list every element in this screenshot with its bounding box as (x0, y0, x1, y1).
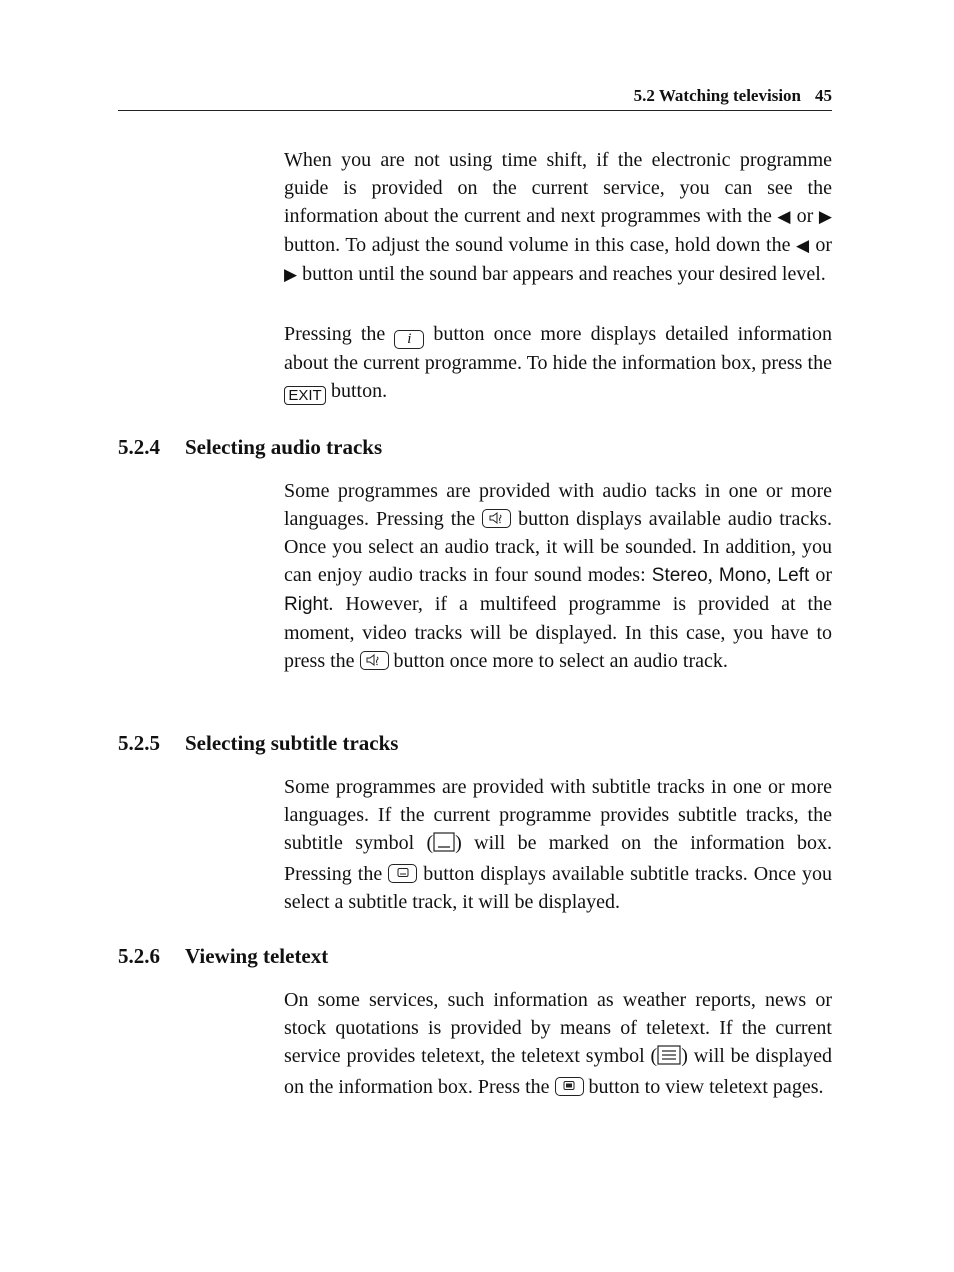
text: ) will be marked on the information box. Pressing the (284, 832, 832, 885)
sound-mode-mono: Mono (718, 565, 767, 586)
text: button until the sound bar appears and reaches your desired level. (297, 263, 826, 285)
text: or (809, 234, 832, 256)
exit-button-icon: EXIT (284, 386, 326, 405)
text: button once more displays detailed information about the current programme. To hide the information box, press the (284, 323, 832, 374)
text: ) will be displayed on the information box. Press the (284, 1045, 832, 1098)
left-arrow-icon: ◀ (796, 236, 810, 256)
paragraph-time-shift (284, 146, 832, 289)
header-section-title: 5.2 Watching television (633, 86, 801, 105)
section-heading-subtitle (118, 729, 398, 757)
section-number: 5.2.4 (118, 435, 160, 459)
text: Pressing the (284, 323, 395, 345)
text: On some services, such information as weather reports, news or stock quotations is provided by means of teletext. If the current service provides teletext, the teletext symbol ( (284, 989, 832, 1067)
text: or (809, 564, 833, 586)
paragraph-subtitle-tracks (284, 773, 832, 916)
teletext-button-icon (555, 1077, 584, 1096)
text: button to view teletext pages. (583, 1076, 824, 1098)
text: button displays available subtitle tracks. Once you select a subtitle track, it will be displayed. (284, 863, 833, 913)
sound-mode-stereo: Stereo (651, 565, 708, 586)
right-arrow-icon: ▶ (818, 207, 832, 227)
text: . However, if a multifeed programme is provided at the moment, video tracks will be displayed. In this case, you have to press the (284, 593, 832, 672)
paragraph-info-button (284, 320, 832, 405)
audio-button-icon (482, 509, 511, 528)
subtitle-symbol-icon (433, 832, 455, 860)
running-header (118, 86, 832, 111)
text: or (791, 205, 819, 227)
text: button. To adjust the sound volume in this case, hold down the (284, 234, 797, 256)
left-arrow-icon: ◀ (777, 207, 792, 227)
subtitle-button-icon (388, 864, 417, 883)
section-number: 5.2.6 (118, 944, 160, 968)
text: button displays available audio tracks. Once you select an audio track, it will be sounded. In addition, you can enjoy audio tracks in four sound modes: (284, 508, 832, 586)
sound-mode-left: Left (777, 565, 810, 586)
audio-button-icon (360, 651, 389, 670)
teletext-symbol-icon (657, 1045, 681, 1073)
text: Some programmes are provided with subtitle tracks in one or more languages. If the current programme provides subtitle tracks, the subtitle symbol ( (284, 776, 832, 854)
text: button once more to select an audio track. (388, 650, 728, 672)
paragraph-teletext (284, 986, 832, 1101)
text: Some programmes are provided with audio tacks in one or more languages. Pressing the (284, 480, 832, 530)
section-title: Selecting audio tracks (185, 435, 383, 459)
section-heading-teletext (118, 942, 328, 970)
sound-mode-right: Right (284, 594, 329, 615)
section-number: 5.2.5 (118, 731, 160, 755)
text: , (766, 564, 778, 586)
text: button. (326, 380, 388, 402)
text: , (707, 564, 719, 586)
text: When you are not using time shift, if the electronic programme guide is provided on the current service, you can see the information about the current and next programmes with the (284, 149, 832, 227)
paragraph-audio-tracks (284, 477, 832, 675)
right-arrow-icon: ▶ (284, 265, 298, 285)
page-number: 45 (815, 86, 832, 105)
section-heading-audio (118, 433, 382, 461)
info-button-icon: i (394, 330, 424, 349)
section-title: Selecting subtitle tracks (185, 731, 399, 755)
section-title: Viewing teletext (185, 944, 329, 968)
